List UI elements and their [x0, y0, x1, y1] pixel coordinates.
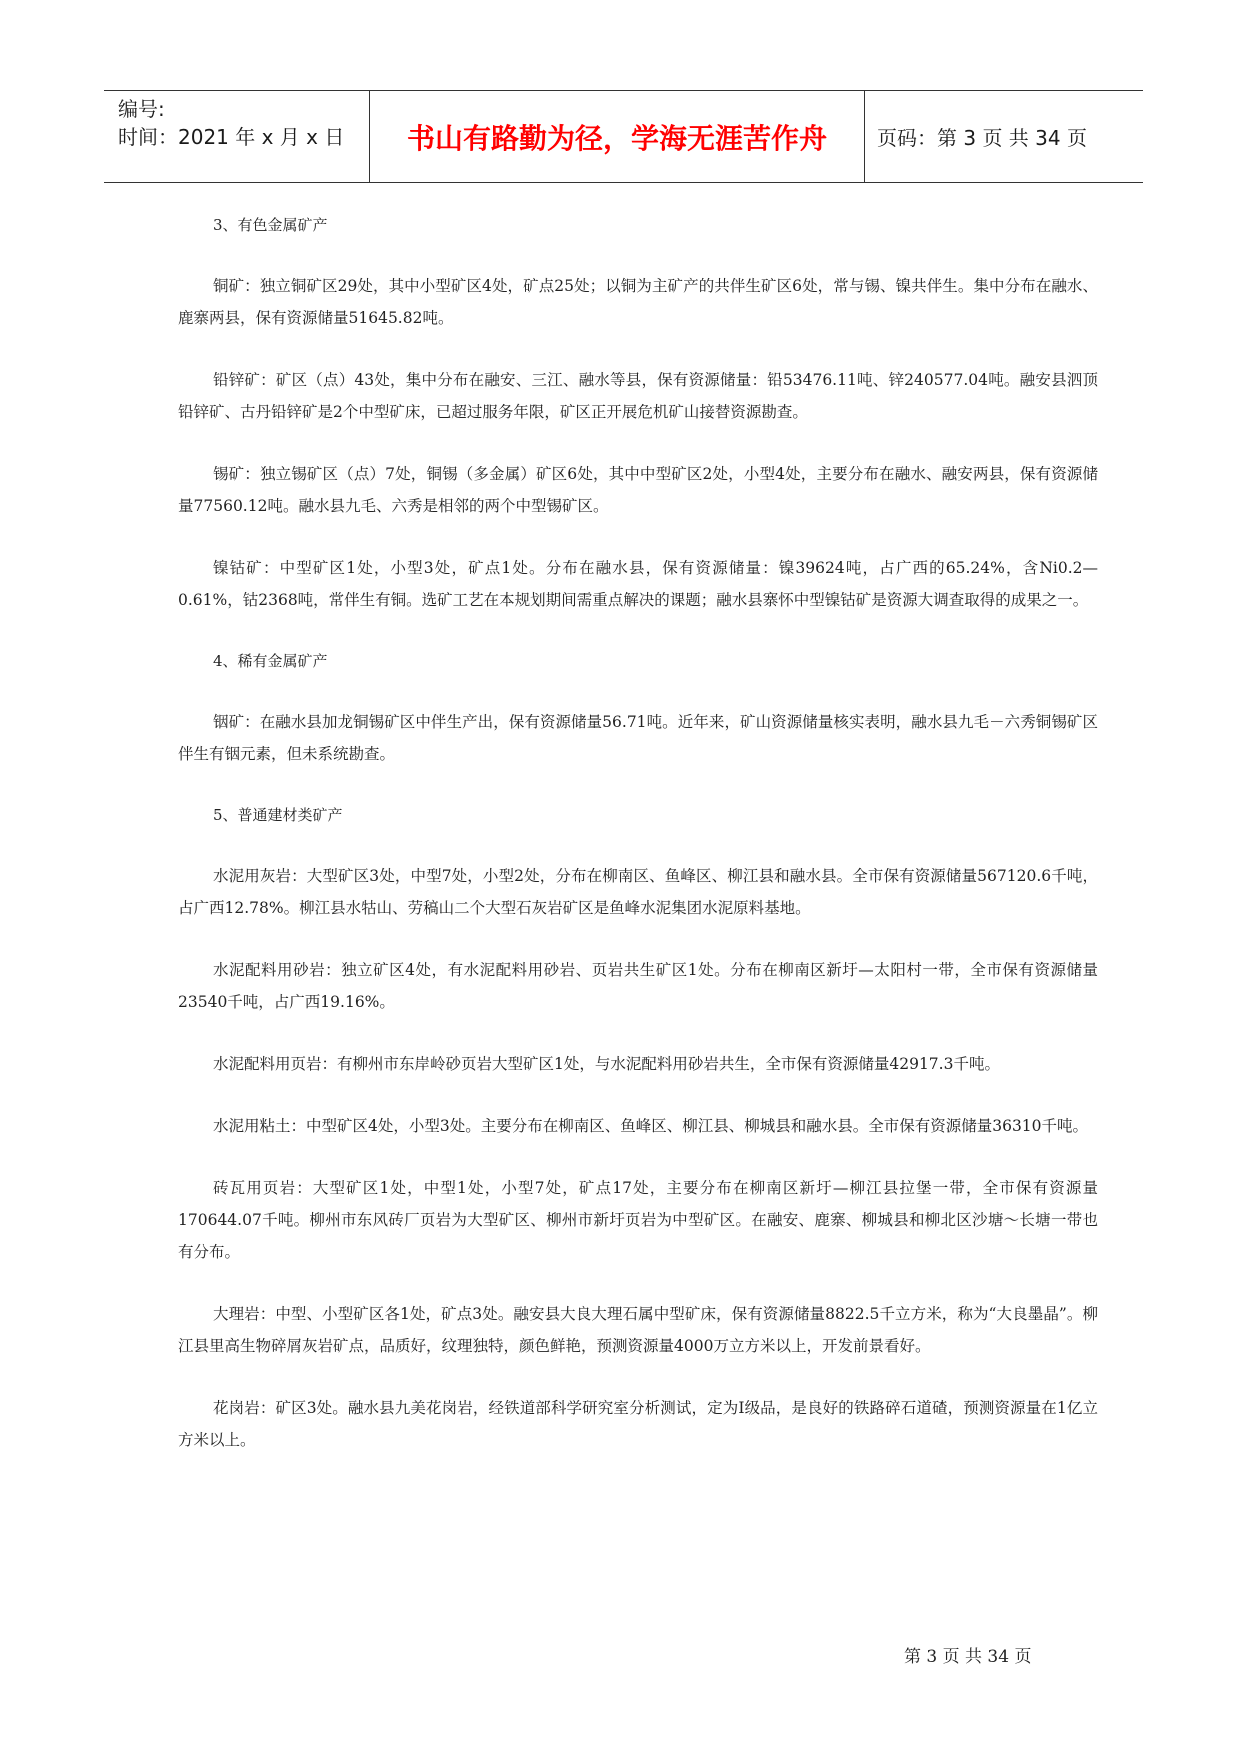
- section-heading-building-materials: 5、普通建材类矿产: [213, 806, 343, 824]
- header-page-cell: [865, 91, 1143, 182]
- paragraph-cement-sandstone: 水泥配料用砂岩：独立矿区4处，有水泥配料用砂岩、页岩共生矿区1处。分布在柳南区新圩—太阳村一带，全市保有资源储量23540千吨，占广西19.16%。: [178, 961, 1098, 1011]
- section-heading-nonferrous: 3、有色金属矿产: [213, 216, 328, 234]
- serial-number-label: 编号:: [118, 97, 165, 121]
- paragraph-cement-shale: 水泥配料用页岩：有柳州市东岸岭砂页岩大型矿区1处，与水泥配料用砂岩共生，全市保有资源储量42917.3千吨。: [213, 1055, 1000, 1073]
- section-heading-rare-metals: 4、稀有金属矿产: [213, 652, 328, 670]
- paragraph-cement-clay: 水泥用粘土：中型矿区4处，小型3处。主要分布在柳南区、鱼峰区、柳江县、柳城县和融水县。全市保有资源储量36310千吨。: [213, 1117, 1089, 1135]
- paragraph-nickel-cobalt: 镍钴矿：中型矿区1处，小型3处，矿点1处。分布在融水县，保有资源储量：镍39624吨，占广西的65.24%，含Ni0.2—0.61%，钴2368吨，常伴生有铜。选矿工艺在本规划期间需重点解决的课题；融水县寨怀中型镍钴矿是资源大调查取得的成果之一。: [178, 559, 1098, 609]
- paragraph-lead-zinc: 铅锌矿：矿区（点）43处，集中分布在融安、三江、融水等县，保有资源储量：铅53476.11吨、锌240577.04吨。融安县泗顶铅锌矿、古丹铅锌矿是2个中型矿床，已超过服务年限，矿区正开展危机矿山接替资源勘查。: [178, 371, 1098, 421]
- paragraph-marble: 大理岩：中型、小型矿区各1处，矿点3处。融安县大良大理石属中型矿床，保有资源储量8822.5千立方米，称为“大良墨晶”。柳江县里高生物碎屑灰岩矿点，品质好，纹理独特，颜色鲜艳，预测资源量4000万立方米以上，开发前景看好。: [178, 1305, 1098, 1355]
- date-label: 时间：2021 年 x 月 x 日: [118, 125, 345, 149]
- document-body: [178, 210, 1098, 1456]
- paragraph-brick-shale: 砖瓦用页岩：大型矿区1处，中型1处，小型7处，矿点17处，主要分布在柳南区新圩—柳江县拉堡一带，全市保有资源量170644.07千吨。柳州市东风砖厂页岩为大型矿区、柳州市新圩页岩为中型矿区。在融安、鹿寨、柳城县和柳北区沙塘～长塘一带也有分布。: [178, 1179, 1098, 1261]
- motto-text: 书山有路勤为径，学海无涯苦作舟: [406, 122, 827, 155]
- page-header: [104, 90, 1143, 183]
- footer-page-number: 第 3 页 共 34 页: [904, 1647, 1032, 1667]
- paragraph-tin: 锡矿：独立锡矿区（点）7处，铜锡（多金属）矿区6处，其中中型矿区2处，小型4处，主要分布在融水、融安两县，保有资源储量77560.12吨。融水县九毛、六秀是相邻的两个中型锡矿区。: [178, 465, 1098, 515]
- header-motto-cell: [370, 91, 865, 182]
- header-page-number: 页码：第 3 页 共 34 页: [877, 126, 1087, 150]
- paragraph-indium: 铟矿：在融水县加龙铜锡矿区中伴生产出，保有资源储量56.71吨。近年来，矿山资源储量核实表明，融水县九毛－六秀铜锡矿区伴生有铟元素，但未系统勘查。: [178, 713, 1098, 763]
- header-info-cell: [104, 91, 370, 182]
- paragraph-granite: 花岗岩：矿区3处。融水县九美花岗岩，经铁道部科学研究室分析测试，定为Ⅰ级品，是良好的铁路碎石道碴，预测资源量在1亿立方米以上。: [178, 1399, 1098, 1449]
- paragraph-cement-limestone: 水泥用灰岩：大型矿区3处，中型7处，小型2处，分布在柳南区、鱼峰区、柳江县和融水县。全市保有资源储量567120.6千吨，占广西12.78%。柳江县水牯山、劳稿山二个大型石灰岩矿区是鱼峰水泥集团水泥原料基地。: [178, 867, 1098, 917]
- paragraph-copper: 铜矿：独立铜矿区29处，其中小型矿区4处，矿点25处；以铜为主矿产的共伴生矿区6处，常与锡、镍共伴生。集中分布在融水、鹿寨两县，保有资源储量51645.82吨。: [178, 277, 1098, 327]
